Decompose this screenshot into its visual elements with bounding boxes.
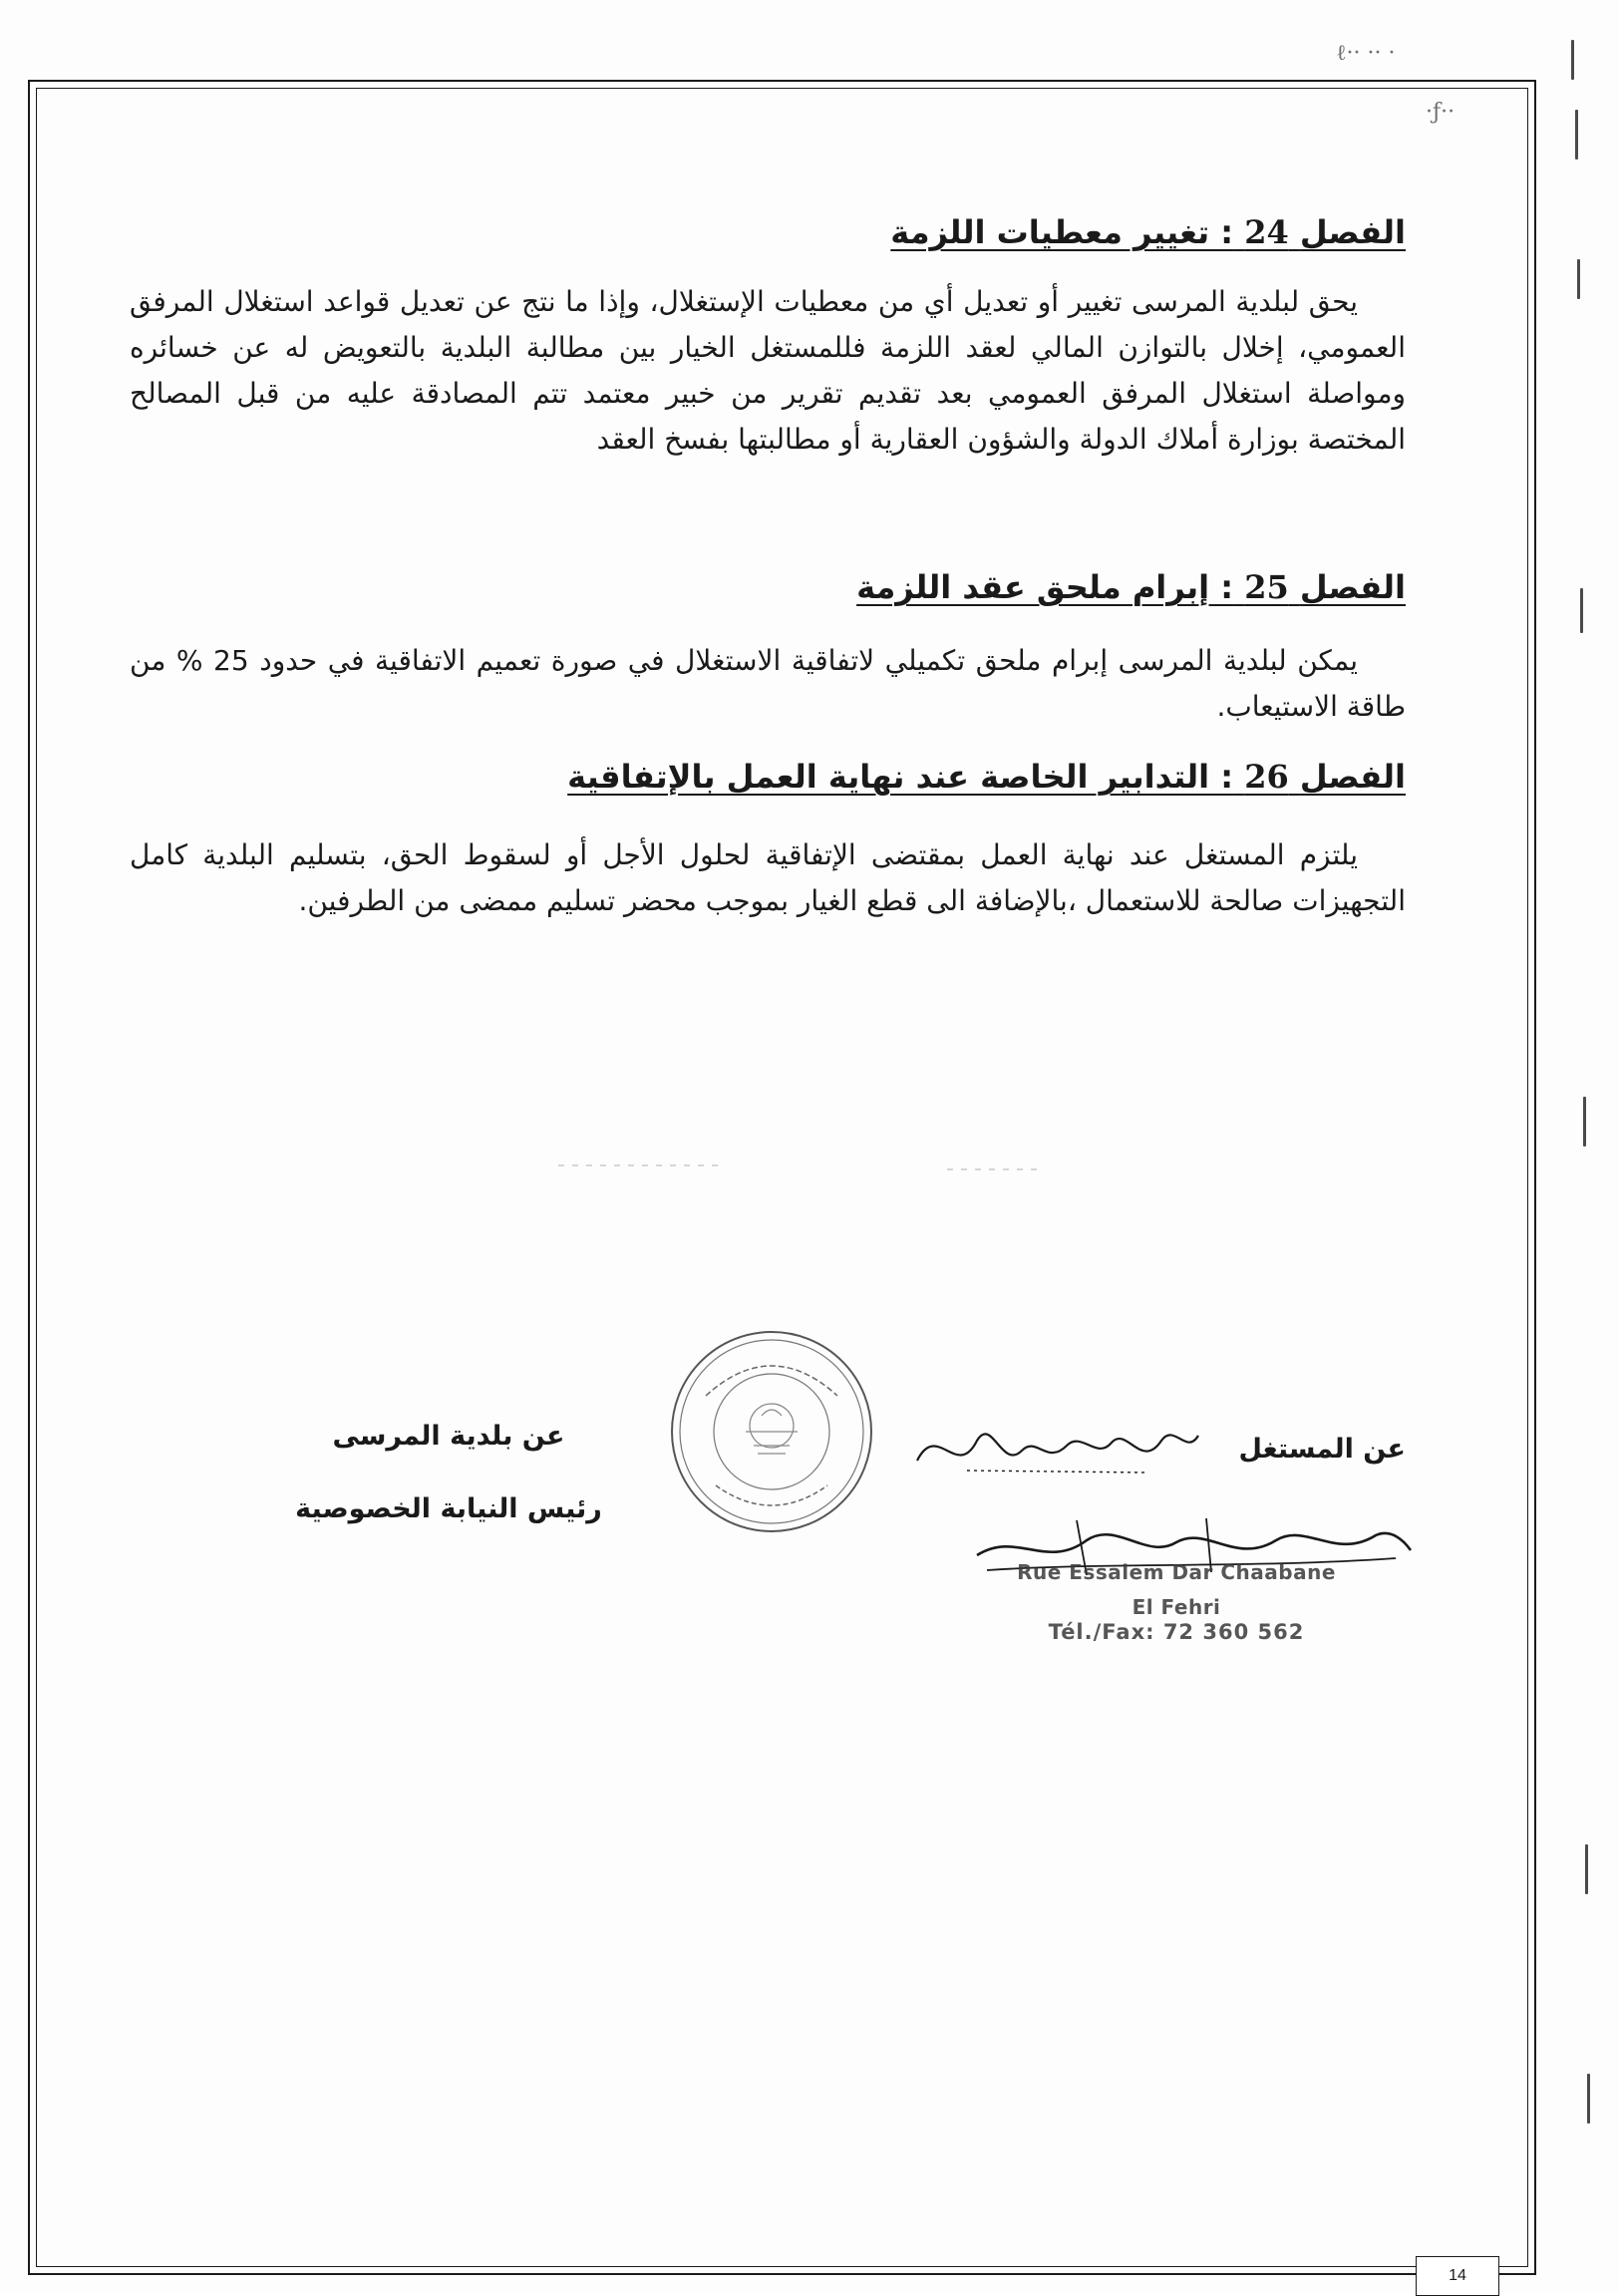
section-25-heading [130, 568, 1406, 606]
section-26-body: يلتزم المستغل عند نهاية العمل بمقتضى الإتفاقية لحلول الأجل أو لسقوط الحق، بتسليم البلدية كامل التجهيزات صالحة للاستعمال ،بالإضافة الى قطع الغيار بموجب محضر تسليم ممضى من الطرفين. [130, 838, 1406, 917]
municipality-label: عن بلدية المرسى [332, 1421, 565, 1452]
scan-edge-mark [1585, 1844, 1588, 1894]
stamp-locality: El Fehri [1132, 1595, 1221, 1619]
stamp-address: Rue Essalem Dar Chaabane [1017, 1560, 1336, 1584]
section-26-heading [130, 758, 1406, 796]
scan-edge-mark [1577, 259, 1580, 299]
municipality-signature-block [279, 1421, 618, 1524]
section-number: 25 [1244, 568, 1289, 606]
operator-label: عن المستغل [1238, 1434, 1406, 1465]
section-24-heading [130, 213, 1406, 251]
official-seal [666, 1326, 877, 1537]
margin-scribble: ·ƒ·· [1426, 100, 1456, 125]
section-title: : التدابير الخاصة عند نهاية العمل بالإتفاقية [567, 758, 1234, 796]
scan-edge-mark [1587, 2074, 1590, 2124]
scan-edge-mark [1575, 110, 1578, 160]
handwritten-name [907, 1401, 1206, 1490]
section-title: : تغيير معطيات اللزمة [890, 213, 1234, 251]
scan-noise [558, 1164, 718, 1166]
section-label: الفصل [1299, 568, 1406, 606]
scan-edge-mark [1580, 588, 1583, 633]
section-label: الفصل [1299, 758, 1406, 796]
stamp-phone: Tél./Fax: 72 360 562 [1048, 1620, 1305, 1644]
scan-noise [947, 1168, 1037, 1170]
scan-edge-mark [1571, 40, 1574, 80]
section-number: 24 [1244, 213, 1289, 251]
scan-edge-mark [1583, 1097, 1586, 1147]
section-25-body: يمكن لبلدية المرسى إبرام ملحق تكميلي لاتفاقية الاستغلال في صورة تعميم الاتفاقية في حدود 25 % من طاقة الاستيعاب. [130, 644, 1406, 723]
section-24-body: يحق لبلدية المرسى تغيير أو تعديل أي من معطيات الإستغلال، وإذا ما نتج عن تعديل قواعد استغلال المرفق العمومي، إخلال بالتوازن المالي لعقد اللزمة فللمستغل الخيار بين مطالبة البلدية بالتعويض له عن خسائره ومواصلة استغلال المرفق العمومي بعد تقديم تقرير من خبير معتمد تتم المصادقة عليه من قبل المصالح المختصة بوزارة أملاك الدولة والشؤون العقارية أو مطالبتها بفسخ العقد [130, 285, 1406, 456]
section-number: 26 [1244, 758, 1289, 796]
section-label: الفصل [1299, 213, 1406, 251]
page-number: 14 [1416, 2256, 1499, 2296]
section-title: : إبرام ملحق عقد اللزمة [856, 568, 1234, 606]
municipality-role: رئيس النيابة الخصوصية [295, 1493, 602, 1524]
margin-scribble: ℓ·· ·· · [1336, 41, 1396, 66]
